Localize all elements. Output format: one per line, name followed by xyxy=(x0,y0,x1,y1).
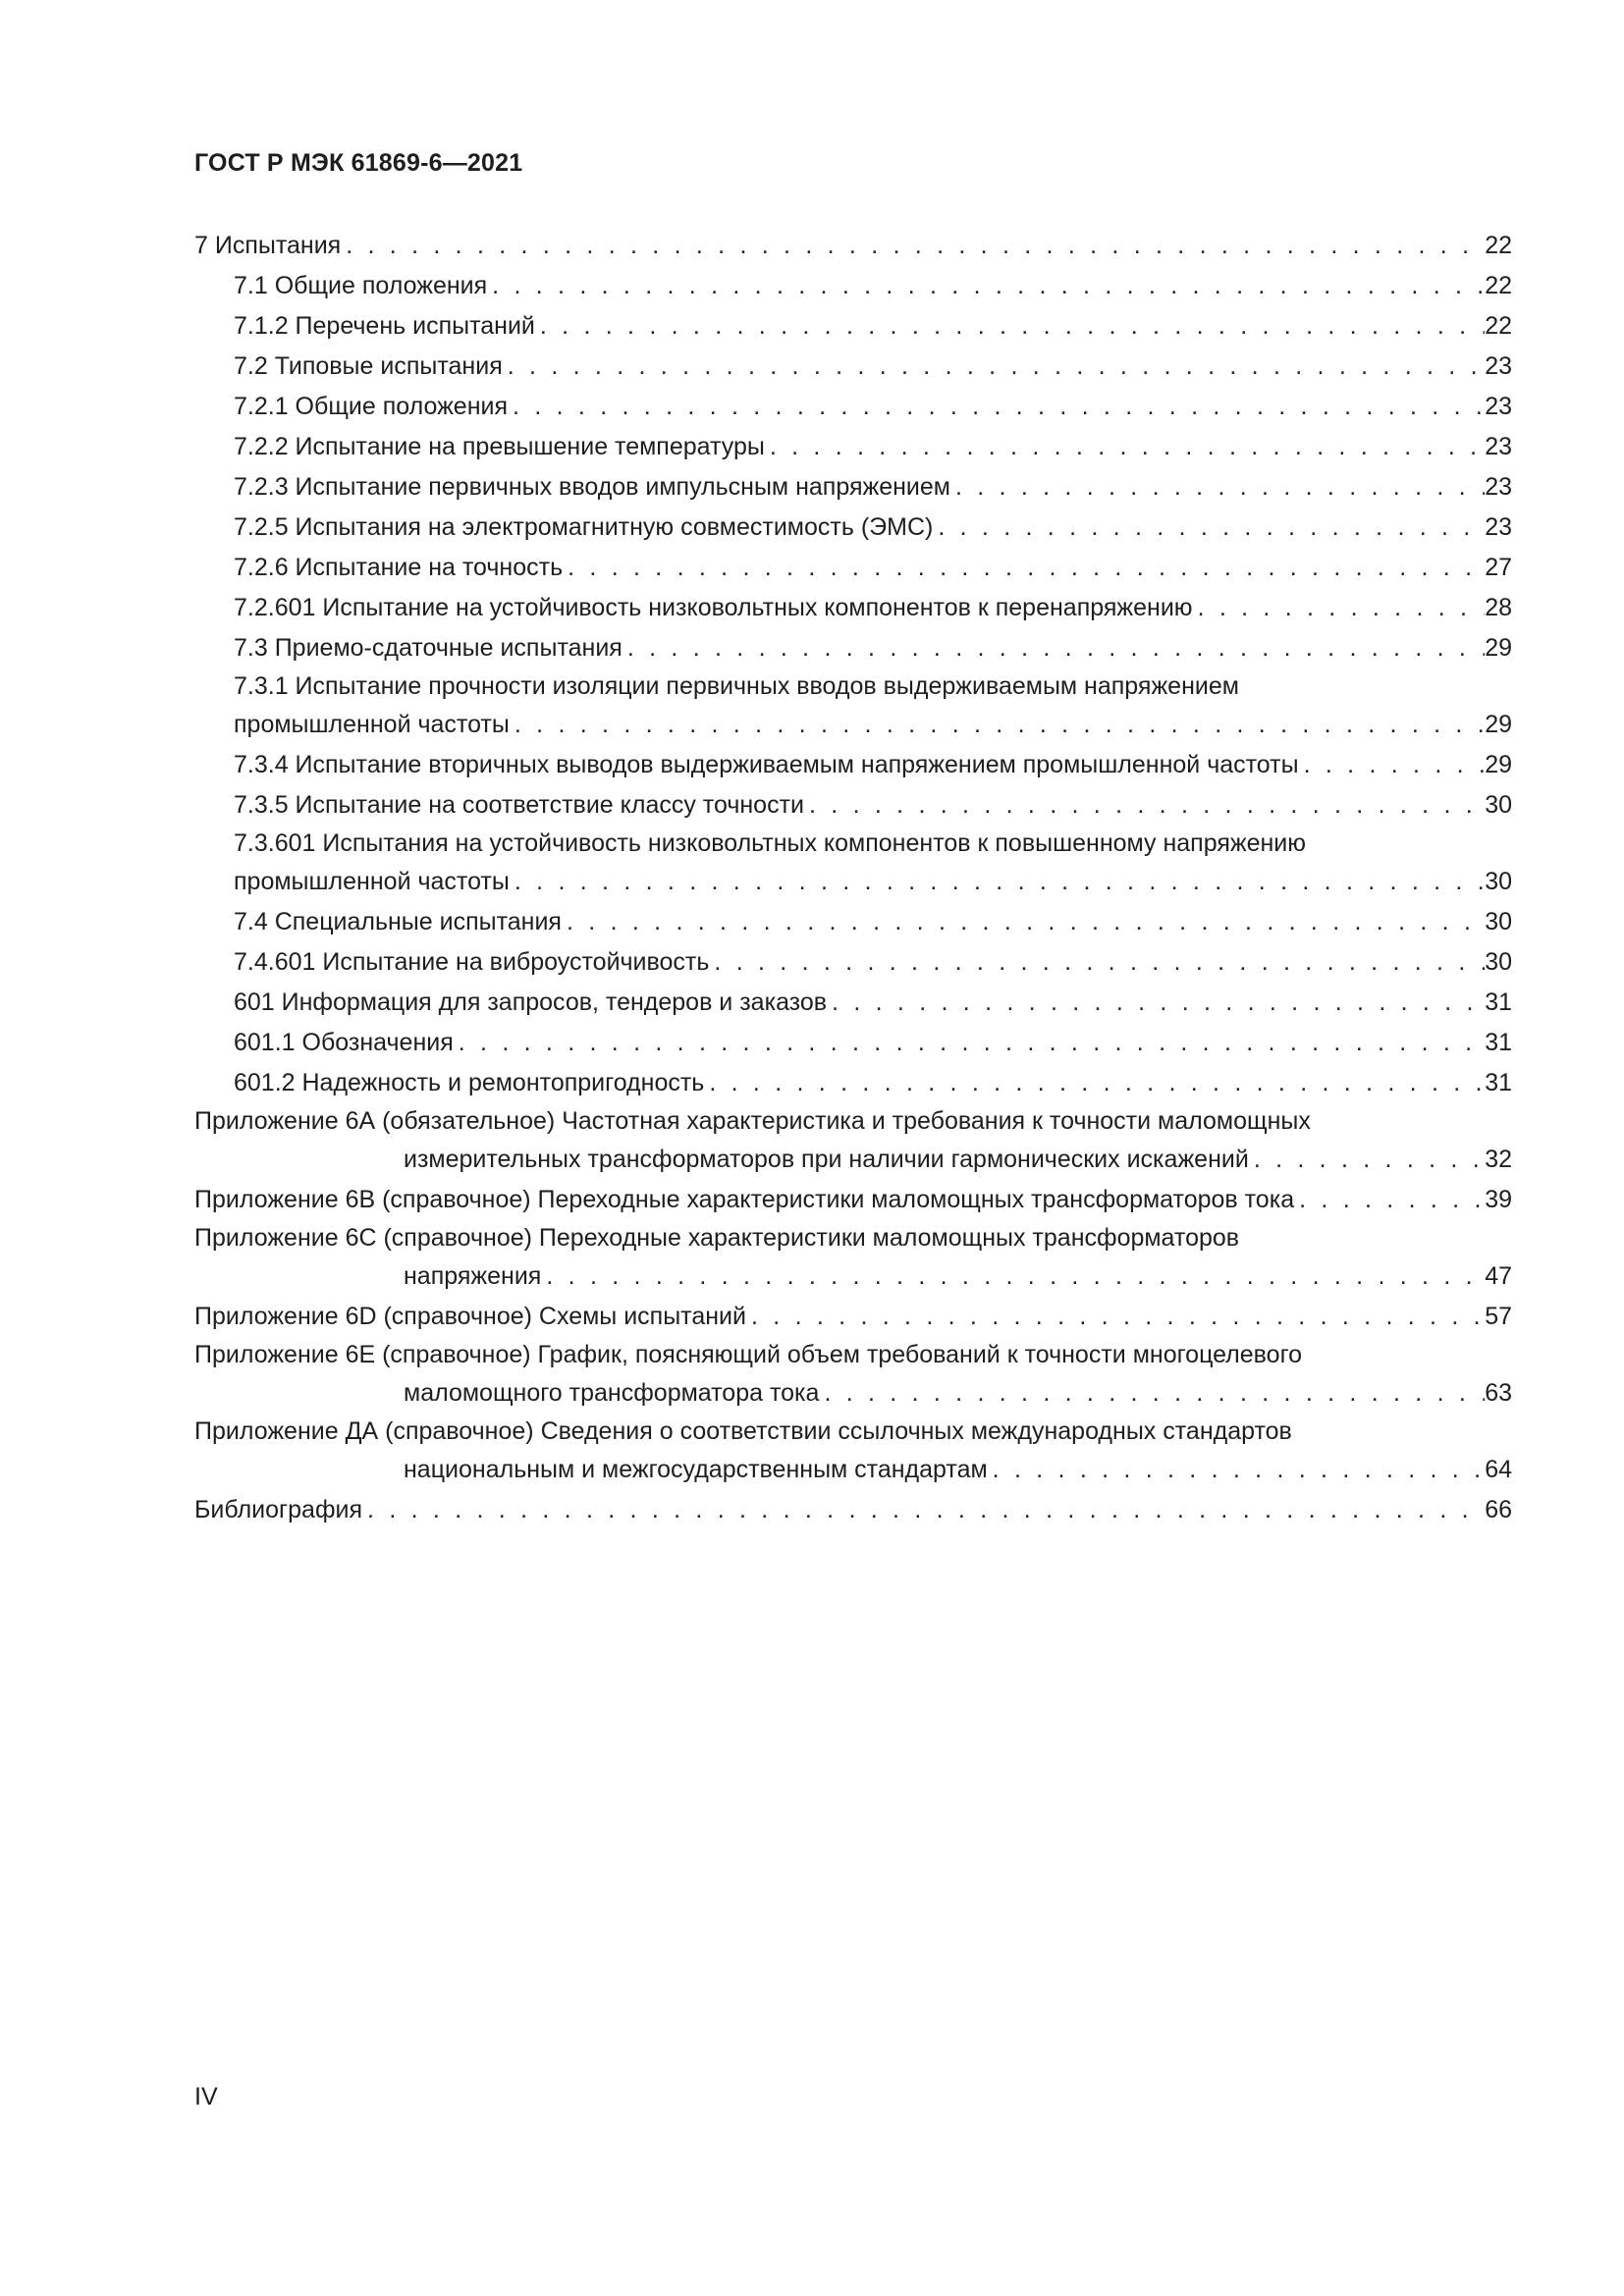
toc-entry-appendix[interactable] xyxy=(194,1414,1512,1490)
toc-leader-dots xyxy=(765,427,1485,467)
toc-leader-dots xyxy=(623,628,1485,668)
toc-entry[interactable] xyxy=(194,427,1512,467)
toc-entry-page: 31 xyxy=(1485,988,1512,1016)
toc-entry-page: 29 xyxy=(1485,711,1512,738)
toc-entry-page: 28 xyxy=(1485,594,1512,621)
toc-leader-dots xyxy=(819,1373,1485,1414)
toc-leader-dots xyxy=(563,548,1485,588)
toc-leader-dots xyxy=(804,785,1485,826)
toc-entry-title-continued: промышленной частоты xyxy=(234,868,510,895)
toc-entry-title: Приложение 6С (справочное) Переходные характеристики маломощных трансформаторов xyxy=(194,1224,1240,1252)
toc-entry-title-continued: маломощного трансформатора тока xyxy=(404,1379,820,1407)
toc-entry-appendix[interactable] xyxy=(194,1337,1512,1414)
toc-entry-page: 29 xyxy=(1485,634,1512,662)
toc-entry-page: 31 xyxy=(1485,1029,1512,1056)
toc-leader-dots xyxy=(541,1256,1485,1297)
toc-entry[interactable] xyxy=(194,826,1512,902)
toc-entry-title: 7.2.5 Испытания на электромагнитную совместимость (ЭМС) xyxy=(234,513,934,541)
toc-entry-page: 47 xyxy=(1485,1262,1512,1290)
toc-entry-title: Приложение 6Е (справочное) График, поясняющий объем требований к точности многоцелевого xyxy=(194,1341,1303,1368)
toc-entry-page: 39 xyxy=(1485,1186,1512,1213)
toc-entry[interactable] xyxy=(194,668,1512,745)
toc-leader-dots xyxy=(341,226,1485,266)
toc-entry-page: 64 xyxy=(1485,1456,1512,1483)
toc-entry-page: 30 xyxy=(1485,868,1512,895)
toc-entry-title: 7.1 Общие положения xyxy=(234,272,488,299)
toc-entry[interactable] xyxy=(194,226,1512,266)
toc-entry[interactable] xyxy=(194,507,1512,548)
toc-entry-title: 7.4 Специальные испытания xyxy=(234,908,562,935)
toc-entry-page: 22 xyxy=(1485,272,1512,299)
toc-entry-page: 30 xyxy=(1485,948,1512,976)
document-header: ГОСТ Р МЭК 61869-6—2021 xyxy=(194,149,523,177)
toc-entry-title: 601 Информация для запросов, тендеров и заказов xyxy=(234,988,828,1016)
toc-entry-appendix[interactable] xyxy=(194,1180,1512,1220)
toc-entry-title: Приложение 6D (справочное) Схемы испытаний xyxy=(194,1303,746,1330)
toc-leader-dots xyxy=(362,1490,1485,1530)
toc-entry-page: 22 xyxy=(1485,232,1512,259)
toc-entry-title: Приложение ДА (справочное) Сведения о соответствии ссылочных международных стандартов xyxy=(194,1417,1292,1445)
toc-leader-dots xyxy=(487,266,1485,306)
toc-leader-dots xyxy=(950,467,1485,507)
toc-leader-dots xyxy=(933,507,1485,548)
toc-leader-dots xyxy=(503,347,1485,387)
toc-entry[interactable] xyxy=(194,1063,1512,1103)
toc-entry-title: 7.1.2 Перечень испытаний xyxy=(234,312,535,340)
toc-leader-dots xyxy=(454,1023,1485,1063)
toc-entry[interactable] xyxy=(194,588,1512,628)
toc-entry[interactable] xyxy=(194,745,1512,785)
toc-entry-title: 7.2 Типовые испытания xyxy=(234,352,503,380)
toc-leader-dots xyxy=(535,306,1485,347)
toc-leader-dots xyxy=(746,1297,1485,1337)
toc-leader-dots xyxy=(988,1450,1486,1490)
toc-entry-page: 57 xyxy=(1485,1303,1512,1330)
toc-entry-page: 30 xyxy=(1485,791,1512,819)
toc-leader-dots xyxy=(510,862,1485,902)
toc-leader-dots xyxy=(1294,1180,1485,1220)
toc-entry[interactable] xyxy=(194,785,1512,826)
toc-entry-page: 29 xyxy=(1485,751,1512,778)
toc-entry-title: 601.1 Обозначения xyxy=(234,1029,454,1056)
toc-entry-title: Приложение 6В (справочное) Переходные характеристики маломощных трансформаторов тока xyxy=(194,1186,1295,1213)
toc-entry-title: 7.2.601 Испытание на устойчивость низковольтных компонентов к перенапряжению xyxy=(234,594,1193,621)
toc-entry-title-continued: измерительных трансформаторов при наличии гармонических искажений xyxy=(404,1146,1249,1173)
toc-entry-page: 66 xyxy=(1485,1496,1512,1523)
toc-entry[interactable] xyxy=(194,983,1512,1023)
toc-leader-dots xyxy=(827,983,1485,1023)
toc-entry-title: 7.2.2 Испытание на превышение температуры xyxy=(234,433,765,460)
table-of-contents xyxy=(194,226,1512,1530)
toc-entry-title: Приложение 6А (обязательное) Частотная характеристика и требования к точности маломощных xyxy=(194,1107,1311,1135)
toc-entry-page: 23 xyxy=(1485,433,1512,460)
toc-entry-title-continued: напряжения xyxy=(404,1262,542,1290)
toc-entry-title-continued: промышленной частоты xyxy=(234,711,510,738)
toc-entry-title-continued: национальным и межгосударственным стандартам xyxy=(404,1456,988,1483)
toc-entry-page: 31 xyxy=(1485,1069,1512,1096)
toc-entry-appendix[interactable] xyxy=(194,1297,1512,1337)
toc-entry-title: 7.3.601 Испытания на устойчивость низковольтных компонентов к повышенному напряжению xyxy=(234,829,1307,857)
toc-leader-dots xyxy=(1193,588,1486,628)
toc-leader-dots xyxy=(510,705,1485,745)
toc-entry[interactable] xyxy=(194,1490,1512,1530)
toc-entry-page: 23 xyxy=(1485,393,1512,420)
toc-entry-page: 23 xyxy=(1485,352,1512,380)
toc-entry[interactable] xyxy=(194,902,1512,942)
toc-entry-page: 30 xyxy=(1485,908,1512,935)
toc-entry-page: 63 xyxy=(1485,1379,1512,1407)
toc-entry[interactable] xyxy=(194,306,1512,347)
toc-entry-page: 23 xyxy=(1485,513,1512,541)
toc-leader-dots xyxy=(709,942,1485,983)
toc-entry-title: Библиография xyxy=(194,1496,363,1523)
toc-entry-title: 7.2.1 Общие положения xyxy=(234,393,509,420)
toc-entry-title: 7.4.601 Испытание на виброустойчивость xyxy=(234,948,710,976)
toc-entry-appendix[interactable] xyxy=(194,1220,1512,1297)
toc-entry-title: 7.2.6 Испытание на точность xyxy=(234,554,564,581)
toc-entry-appendix[interactable] xyxy=(194,1103,1512,1180)
toc-entry[interactable] xyxy=(194,387,1512,427)
toc-leader-dots xyxy=(1299,745,1486,785)
toc-entry-title: 7.3.5 Испытание на соответствие классу точности xyxy=(234,791,804,819)
toc-entry-page: 22 xyxy=(1485,312,1512,340)
toc-entry[interactable] xyxy=(194,467,1512,507)
toc-leader-dots xyxy=(704,1063,1485,1103)
toc-entry-page: 32 xyxy=(1485,1146,1512,1173)
toc-entry-title: 7.2.3 Испытание первичных вводов импульсным напряжением xyxy=(234,473,950,501)
toc-entry[interactable] xyxy=(194,548,1512,588)
toc-entry[interactable] xyxy=(194,347,1512,387)
toc-entry-title: 7.3.1 Испытание прочности изоляции первичных вводов выдерживаемым напряжением xyxy=(234,672,1239,700)
toc-leader-dots xyxy=(562,902,1485,942)
toc-entry-page: 27 xyxy=(1485,554,1512,581)
toc-entry-title: 7.3 Приемо-сдаточные испытания xyxy=(234,634,623,662)
toc-leader-dots xyxy=(1249,1140,1485,1180)
toc-entry[interactable] xyxy=(194,266,1512,306)
toc-entry[interactable] xyxy=(194,1023,1512,1063)
toc-entry-title: 7.3.4 Испытание вторичных выводов выдерживаемым напряжением промышленной частоты xyxy=(234,751,1299,778)
toc-leader-dots xyxy=(508,387,1485,427)
page-number: IV xyxy=(194,2083,218,2110)
toc-entry[interactable] xyxy=(194,628,1512,668)
toc-entry-title: 601.2 Надежность и ремонтопригодность xyxy=(234,1069,705,1096)
toc-entry-title: 7 Испытания xyxy=(194,232,342,259)
toc-entry-page: 23 xyxy=(1485,473,1512,501)
toc-entry[interactable] xyxy=(194,942,1512,983)
